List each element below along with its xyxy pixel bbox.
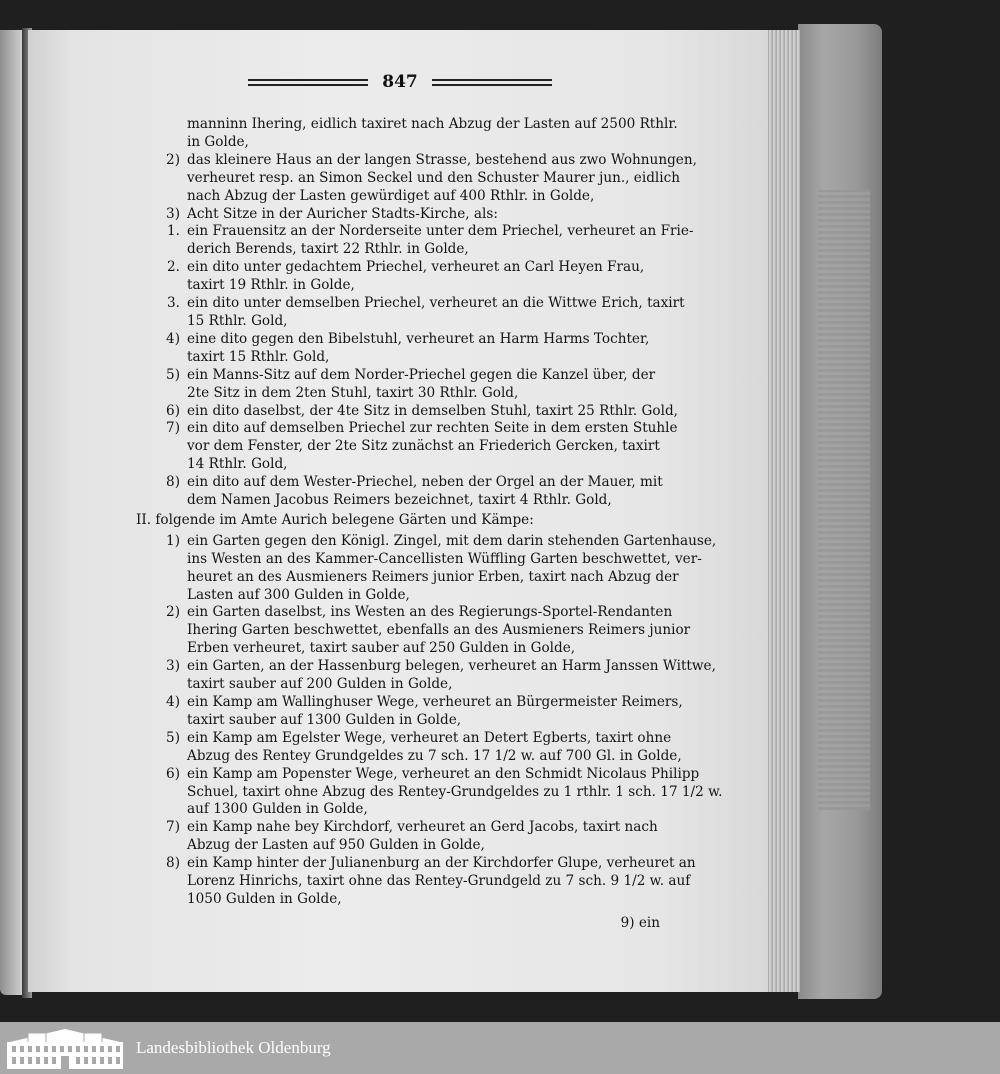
text-line — [120, 349, 710, 367]
text-line — [120, 873, 710, 891]
item-marker — [120, 551, 187, 569]
line-text: taxirt sauber auf 200 Gulden in Golde, — [187, 676, 453, 693]
line-text: Abzug der Lasten auf 950 Gulden in Golde, — [187, 837, 485, 854]
text-line — [120, 492, 710, 510]
item-marker: 5) — [166, 366, 180, 383]
item-marker — [120, 801, 187, 819]
line-text: ein Frauensitz an der Norderseite unter dem Priechel, verheuret an Frie- — [187, 223, 694, 240]
line-text: heuret an des Ausmieners Reimers junior Erben, taxirt nach Abzug der — [187, 568, 679, 585]
item-marker: 8) — [166, 855, 180, 872]
line-text: 2te Sitz in dem 2ten Stuhl, taxirt 30 Rthlr. Gold, — [187, 384, 519, 401]
item-marker — [120, 748, 187, 766]
line-text: manninn Ihering, eidlich taxiret nach Abzug der Lasten auf 2500 Rthlr. — [187, 116, 678, 132]
line-text: Lorenz Hinrichs, taxirt ohne das Rentey-Grundgeld zu 7 sch. 9 1/2 w. auf — [187, 873, 691, 890]
line-text: 14 Rthlr. Gold, — [187, 456, 288, 473]
library-footer — [0, 1022, 1000, 1074]
item-marker: 5) — [166, 729, 180, 746]
text-line — [120, 766, 710, 784]
item-marker: 2. — [167, 259, 180, 276]
line-text: verheuret resp. an Simon Seckel und den Schuster Maurer jun., eidlich — [187, 169, 680, 186]
text-line — [120, 891, 710, 909]
item-marker — [120, 712, 187, 730]
line-text: Lasten auf 300 Gulden in Golde, — [187, 586, 410, 603]
line-text: derich Berends, taxirt 22 Rthlr. in Golde, — [187, 241, 469, 258]
line-text: dem Namen Jacobus Reimers bezeichnet, taxirt 4 Rthlr. Gold, — [187, 492, 612, 509]
line-text: Erben verheuret, taxirt sauber auf 250 Gulden in Golde, — [187, 640, 576, 657]
line-text: ein Kamp am Egelster Wege, verheuret an Detert Egberts, taxirt ohne — [187, 729, 672, 746]
item-marker: 7) — [166, 819, 180, 836]
text-line — [120, 277, 710, 295]
running-head — [240, 70, 560, 94]
item-marker — [120, 385, 187, 403]
line-text: ein dito unter demselben Priechel, verheuret an die Wittwe Erich, taxirt — [187, 295, 685, 312]
text-line — [120, 313, 710, 331]
catchword: 9) ein — [620, 914, 660, 931]
text-line — [120, 385, 710, 403]
text-line — [120, 622, 710, 640]
line-text: ein dito unter gedachtem Priechel, verheuret an Carl Heyen Frau, — [187, 259, 645, 276]
item-marker — [120, 241, 187, 259]
text-line — [120, 587, 710, 605]
item-marker: 6) — [166, 765, 180, 782]
item-marker — [120, 640, 187, 658]
item-marker: 1. — [167, 223, 180, 240]
text-line — [120, 694, 710, 712]
item-marker: 3) — [166, 205, 180, 222]
line-text: ein dito auf dem Wester-Priechel, neben der Orgel an der Mauer, mit — [187, 474, 663, 491]
item-marker — [120, 622, 187, 640]
line-text: 1050 Gulden in Golde, — [187, 890, 342, 907]
line-text: nach Abzug der Lasten gewürdiget auf 400 Rthlr. in Golde, — [187, 187, 595, 204]
line-text: ein dito auf demselben Priechel zur rechten Seite in dem ersten Stuhle — [187, 420, 678, 437]
library-name: Landesbibliothek Oldenburg — [136, 1038, 331, 1057]
text-line — [120, 658, 716, 676]
text-line — [120, 551, 710, 569]
page-text — [120, 116, 723, 933]
item-marker: 8) — [166, 474, 180, 491]
line-text: ein Garten, an der Hassenburg belegen, verheuret an Harm Janssen Wittwe, — [187, 658, 716, 675]
item-marker: 2) — [166, 151, 180, 168]
item-marker — [120, 891, 187, 909]
text-line — [120, 241, 710, 259]
item-marker — [120, 587, 187, 605]
text-line — [120, 748, 710, 766]
text-line — [120, 604, 710, 622]
item-marker: 2) — [166, 604, 180, 621]
line-text: ein Kamp am Wallinghuser Wege, verheuret an Bürgermeister Reimers, — [187, 694, 683, 710]
line-text: 15 Rthlr. Gold, — [187, 312, 288, 329]
item-marker: 4) — [166, 330, 180, 347]
item-marker — [120, 277, 187, 295]
text-line — [120, 532, 717, 551]
item-marker — [120, 569, 187, 587]
text-line — [120, 152, 710, 170]
line-text: ein Kamp hinter der Julianenburg an der Kirchdorfer Glupe, verheuret an — [187, 855, 696, 872]
line-text: ein Kamp nahe bey Kirchdorf, verheuret an Gerd Jacobs, taxirt nach — [187, 819, 658, 836]
item-marker — [120, 873, 187, 891]
line-text: eine dito gegen den Bibelstuhl, verheuret an Harm Harms Tochter, — [187, 330, 650, 347]
text-line — [120, 188, 710, 206]
text-line — [120, 134, 710, 152]
item-marker — [120, 438, 187, 456]
text-line — [120, 855, 710, 873]
text-line — [120, 295, 710, 313]
item-marker — [120, 456, 187, 474]
text-line — [120, 474, 710, 492]
item-marker — [120, 188, 187, 206]
line-text: auf 1300 Gulden in Golde, — [187, 801, 368, 818]
line-text: Abzug des Rentey Grundgeldes zu 7 sch. 17 1/2 w. auf 700 Gl. in Golde, — [187, 747, 682, 764]
text-line — [120, 676, 710, 694]
text-line — [120, 331, 710, 349]
line-text: Ihering Garten beschwettet, ebenfalls an des Ausmieners Reimers junior — [187, 622, 691, 639]
page-number: 847 — [382, 72, 418, 92]
line-text: Schuel, taxirt ohne Abzug des Rentey-Grundgeldes zu 1 rthlr. 1 sch. 17 1/2 w. — [187, 783, 723, 800]
item-marker — [120, 170, 187, 188]
text-line — [120, 783, 723, 802]
text-line — [120, 116, 710, 134]
text-line — [120, 456, 710, 474]
item-marker — [120, 837, 187, 855]
running-head-rule-right — [432, 79, 552, 86]
text-line — [120, 438, 710, 456]
line-text: taxirt 19 Rthlr. in Golde, — [187, 277, 355, 294]
section-heading: II. folgende im Amte Aurich belegene Gärten und Kämpe: — [136, 511, 534, 528]
item-marker — [120, 492, 187, 510]
text-line — [120, 712, 710, 730]
item-marker: 4) — [166, 694, 180, 710]
item-marker — [120, 116, 187, 134]
text-line — [120, 259, 710, 277]
item-marker — [120, 676, 187, 694]
item-marker — [120, 349, 187, 367]
text-line — [120, 801, 710, 819]
line-text: taxirt 15 Rthlr. Gold, — [187, 348, 330, 365]
item-marker — [120, 784, 187, 802]
running-head-rule-left — [248, 79, 368, 86]
text-line — [120, 730, 710, 748]
text-line — [120, 367, 710, 385]
line-text: in Golde, — [187, 133, 249, 150]
text-line — [120, 569, 710, 587]
item-marker — [120, 134, 187, 152]
text-line — [120, 837, 710, 855]
item-marker: 6) — [166, 402, 180, 419]
line-text: ein Manns-Sitz auf dem Norder-Priechel gegen die Kanzel über, der — [187, 366, 656, 383]
item-marker: 3. — [167, 295, 180, 312]
line-text: ein dito daselbst, der 4te Sitz in demselben Stuhl, taxirt 25 Rthlr. Gold, — [187, 402, 678, 419]
text-line — [120, 420, 710, 438]
library-building-icon — [6, 1026, 124, 1070]
page-edges — [765, 30, 800, 992]
text-line — [120, 819, 710, 837]
line-text: ins Westen an des Kammer-Cancellisten Wüffling Garten beschwettet, ver- — [187, 550, 702, 567]
item-marker — [120, 313, 187, 331]
line-text: Acht Sitze in der Auricher Stadts-Kirche, als: — [187, 205, 498, 222]
text-line — [120, 170, 710, 188]
item-marker: 1) — [166, 532, 180, 549]
line-text: vor dem Fenster, der 2te Sitz zunächst an Friederich Gercken, taxirt — [187, 438, 660, 455]
line-text: das kleinere Haus an der langen Strasse, bestehend aus zwo Wohnungen, — [187, 151, 697, 168]
line-text: ein Kamp am Popenster Wege, verheuret an den Schmidt Nicolaus Philipp — [187, 765, 700, 782]
text-line — [120, 206, 710, 224]
line-text: ein Garten gegen den Königl. Zingel, mit dem darin stehenden Gartenhause, — [187, 532, 717, 549]
text-line — [120, 223, 710, 241]
text-line — [120, 640, 710, 658]
text-line — [120, 403, 710, 421]
item-marker: 3) — [166, 658, 180, 675]
cover-texture — [818, 190, 870, 810]
item-marker: 7) — [166, 420, 180, 437]
line-text: taxirt sauber auf 1300 Gulden in Golde, — [187, 711, 462, 728]
line-text: ein Garten daselbst, ins Westen an des Regierungs-Sportel-Rendanten — [187, 604, 673, 621]
